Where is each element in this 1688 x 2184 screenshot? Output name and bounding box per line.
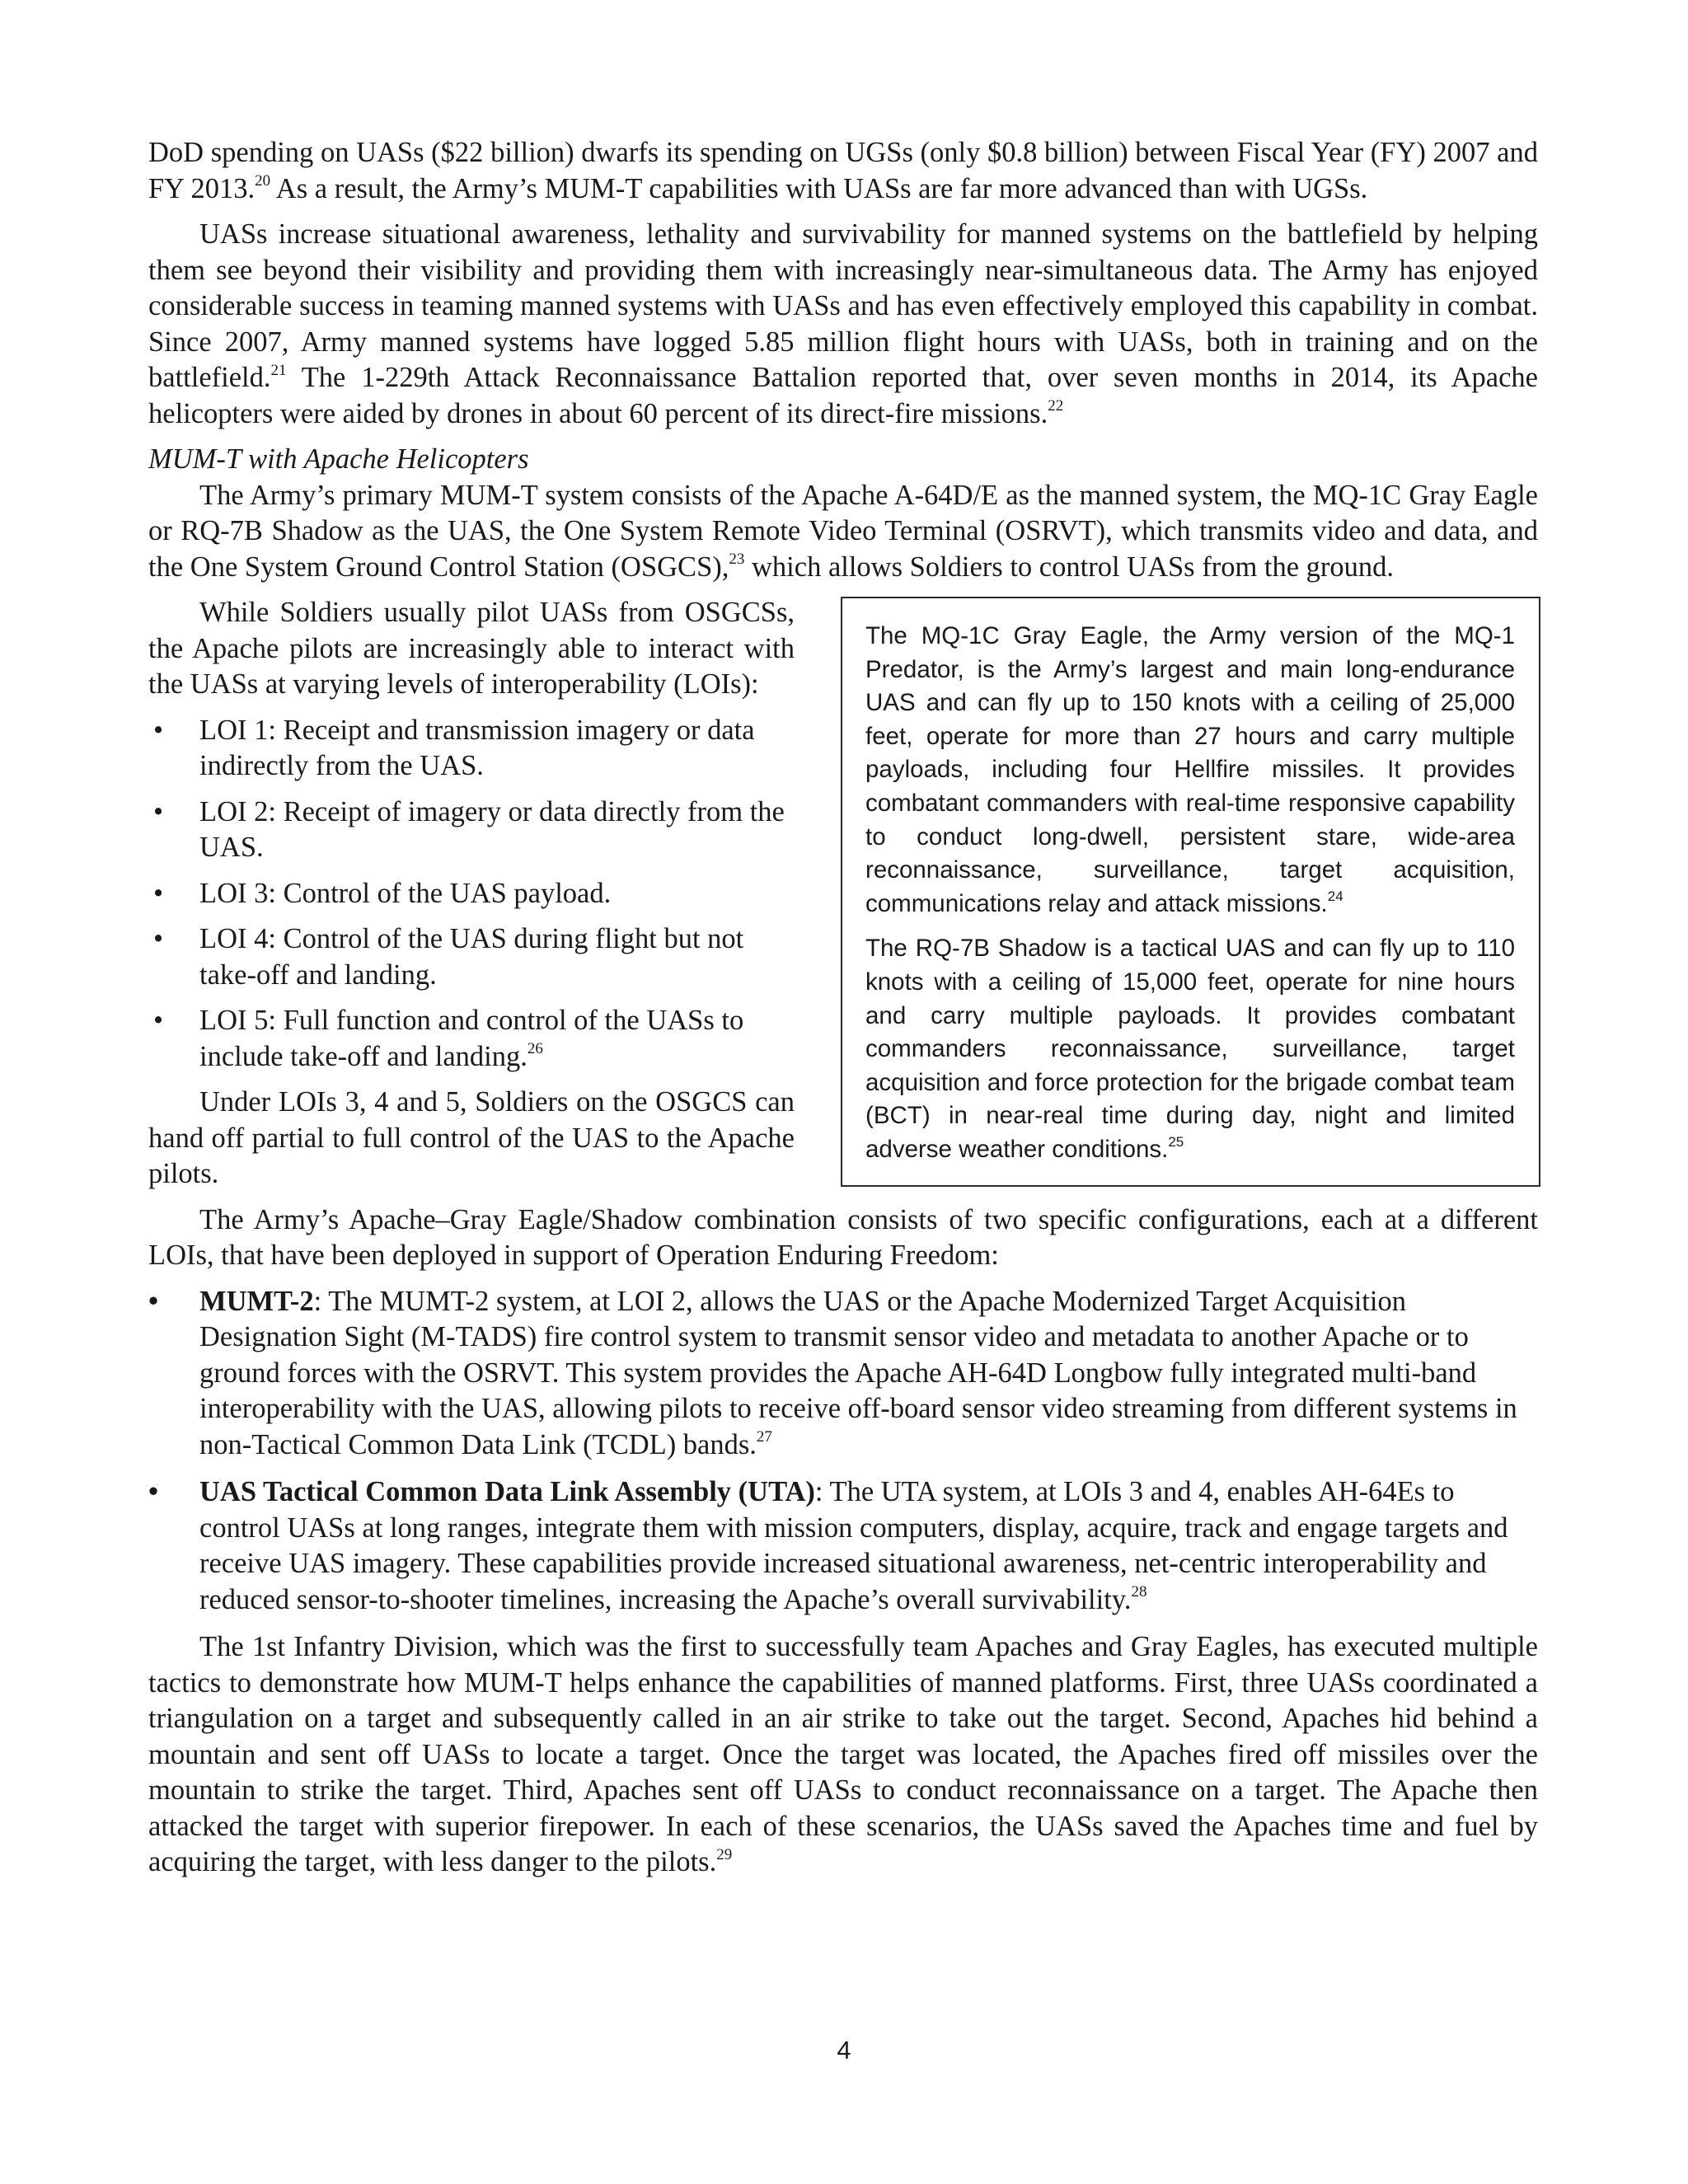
list-item-loi-3: • LOI 3: Control of the UAS payload. [148,876,795,912]
footnote-ref-23[interactable]: 23 [729,551,745,568]
footnote-ref-27[interactable]: 27 [756,1428,772,1446]
paragraph-spending: DoD spending on UASs ($22 billion) dwarfs its spending on UGSs (only $0.8 billion) between Fiscal Year (FY) 2007 and FY 2013.20 As a result, the Army’s MUM-T capabilities with UASs are far more advanced than with UGSs. [148,137,1538,204]
left-column [148,595,795,1193]
configuration-list [148,1284,1538,1619]
paragraph-primary-system: The Army’s primary MUM-T system consists of the Apache A-64D/E as the manned system, the MQ-1C Gray Eagle or RQ-7B Shadow as the UAS, the One System Remote Video Terminal (OSRVT), which transmits video and data, and the One System Ground Control Station (OSGCS),$^{23}$ which allows Soldiers to control UASs from the ground. [148,479,1538,583]
footnote-ref-24[interactable]: 24 [1327,888,1343,904]
footnote-ref-25[interactable]: 25 [1168,1134,1184,1151]
page-body [148,135,1538,1891]
term-uta: UAS Tactical Common Data Link Assembly (UTA) [199,1476,815,1507]
sidebar-shadow: The RQ-7B Shadow is a tactical UAS and can fly up to 110 knots with a ceiling of 15,000 feet, operate for nine hours and carry multiple payloads. It provides combatant commanders reconnaissance, surveillance, target acquisition and force protection for the brigade combat team (BCT) in near-real time during day, night and limited adverse weather conditions.$^{25}$ [865,935,1515,1163]
paragraph-handoff: Under LOIs 3, 4 and 5, Soldiers on the OSGCS can hand off partial to full control of the UAS to the Apache pilots. [148,1086,795,1189]
bullet-icon: • [153,714,164,746]
section-subheading: MUM-T with Apache Helicopters [148,443,529,475]
two-column-section [148,595,1538,1193]
paragraph-loi-intro: While Soldiers usually pilot UASs from OSGCSs, the Apache pilots are increasingly able to interact with the UASs at varying levels of interoperability (LOIs): [148,597,795,700]
list-item-loi-1: • LOI 1: Receipt and transmission imagery or data indirectly from the UAS. [153,714,755,781]
bullet-icon: • [153,795,164,827]
paragraph-configurations: The Army’s Apache–Gray Eagle/Shadow combination consists of two specific configurations, each at a different LOIs, that have been deployed in support of Operation Enduring Freedom: [148,1203,1538,1271]
list-item-uta: • UAS Tactical Common Data Link Assembly (UTA): The UTA system, at LOIs 3 and 4, enables AH-64Es to control UASs at long ranges, integrate them with mission computers, display, acquire, track and engage targets and receive UAS imagery. These capabilities provide increased situational awareness, net-centric interoperability and reduced sensor-to-shooter timelines, increasing the Apache’s overall survivability.$^{28}$ [148,1476,1508,1615]
page-number: 4 [837,2036,851,2064]
paragraph-uas-benefits: UASs increase situational awareness, lethality and survivability for manned systems on the battlefield by helping them see beyond their visibility and providing them with increasingly near-simultaneous data. The Army has enjoyed considerable success in teaming manned systems with UASs and has even effectively employed this capability in combat. Since 2007, Army manned systems have logged 5.85 million flight hours with UASs, both in training and on the battlefield.$^{21}$ The 1-229th Attack Reconnaissance Battalion reported that, over seven months in 2014, its Apache helicopters were aided by drones in about 60 percent of its direct-fire missions.$^{22}$ [148,218,1538,429]
bullet-icon: • [153,923,164,954]
footnote-ref-20[interactable]: 20 [255,172,271,190]
loi-list [148,713,795,1076]
bullet-icon: • [148,1285,159,1317]
footnote-ref-22[interactable]: 22 [1048,397,1064,415]
footnote-ref-28[interactable]: 28 [1131,1583,1147,1601]
footnote-ref-29[interactable]: 29 [716,1845,733,1863]
sidebar-box [841,597,1540,1187]
list-item-loi-2: • LOI 2: Receipt of imagery or data directly from the UAS. [153,795,785,863]
list-item-loi-5: • LOI 5: Full function and control of the UASs to include take-off and landing.$^{26}$ [153,1005,744,1072]
bullet-icon: • [153,1005,164,1036]
list-item-loi-4: • LOI 4: Control of the UAS during flight but not take-off and landing. [153,923,744,991]
footnote-ref-21[interactable]: 21 [270,361,287,379]
paragraph-infantry-division: The 1st Infantry Division, which was the first to successfully team Apaches and Gray Eagles, has executed multiple tactics to demonstrate how MUM-T helps enhance the capabilities of manned platforms. First, three UASs coordinated a triangulation on a target and subsequently called in an air strike to take out the target. Second, Apaches hid behind a mountain and sent off UASs to locate a target. Once the target was located, the Apaches fired off missiles over the mountain to strike the target. Third, Apaches sent off UASs to conduct reconnaissance on a target. The Apache then attacked the target with superior firepower. In each of these scenarios, the UASs saved the Apaches time and fuel by acquiring the target, with less danger to the pilots.$^{29}$ [148,1631,1538,1877]
footnote-ref-26[interactable]: 26 [527,1040,543,1057]
term-mumt2: MUMT-2 [199,1285,314,1317]
bullet-icon: • [153,877,164,909]
bullet-icon: • [148,1476,159,1507]
list-item-mumt2: • MUMT-2: The MUMT-2 system, at LOI 2, allows the UAS or the Apache Modernized Target Acquisition Designation Sight (M-TADS) fire control system to transmit sensor video and metadata to another Apache or to ground forces with the OSRVT. This system provides the Apache AH-64D Longbow fully integrated multi-band interoperability with the UAS, allowing pilots to receive off-board sensor video streaming from different systems in non-Tactical Common Data Link (TCDL) bands.$^{27}$ [148,1285,1517,1460]
sidebar-gray-eagle: The MQ-1C Gray Eagle, the Army version of the MQ-1 Predator, is the Army’s largest and main long-endurance UAS and can fly up to 150 knots with a ceiling of 25,000 feet, operate for more than 27 hours and carry multiple payloads, including four Hellfire missiles. It provides combatant commanders with real-time responsive capability to conduct long-dwell, persistent stare, wide-area reconnaissance, surveillance, target acquisition, communications relay and attack missions.$^{24}$ [865,622,1515,917]
